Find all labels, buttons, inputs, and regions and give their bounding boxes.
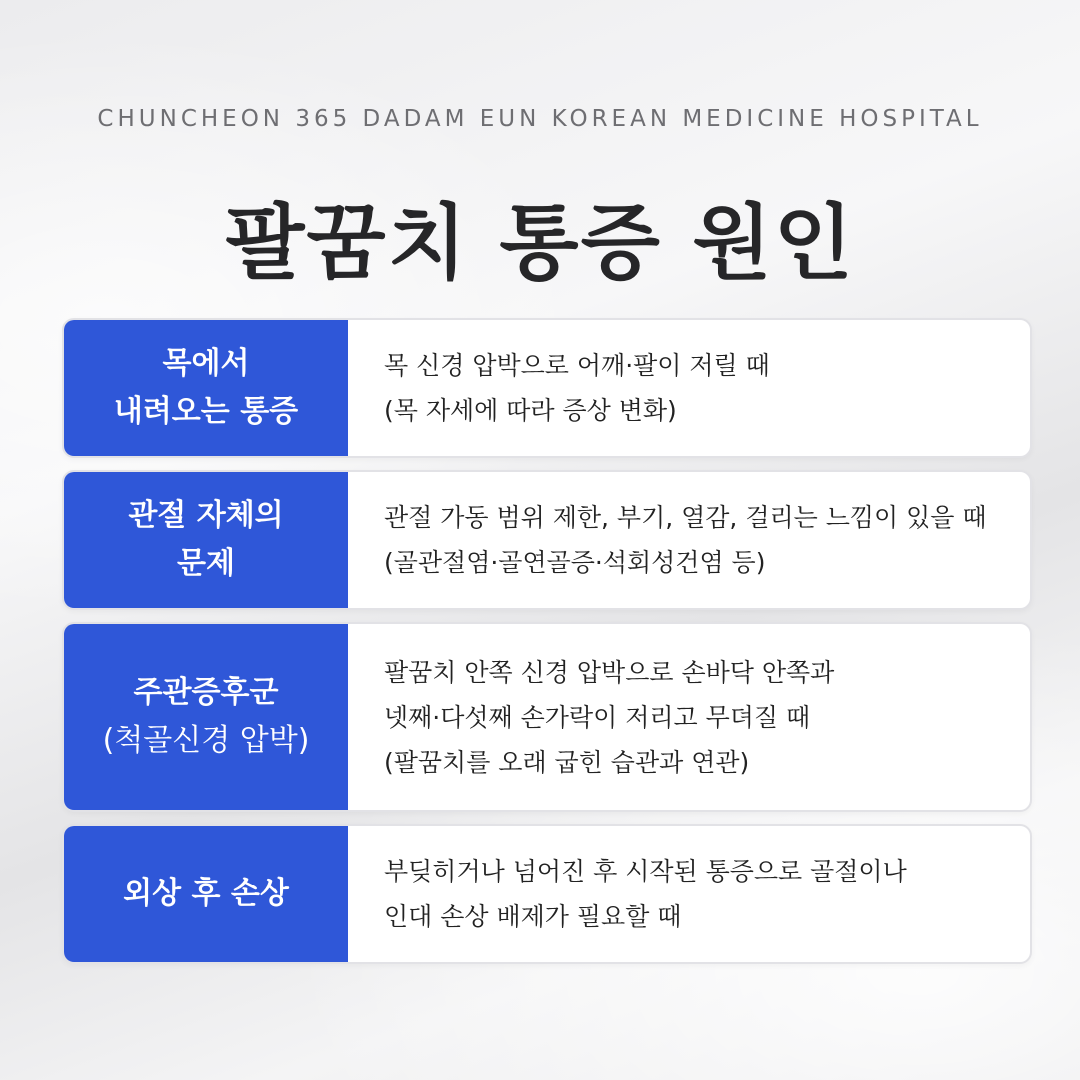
- cause-description: [348, 826, 1030, 962]
- cause-label-line: 문제: [177, 546, 235, 581]
- cause-description-line: 부딪히거나 넘어진 후 시작된 통증으로 골절이나: [384, 857, 907, 886]
- page-title: 팔꿈치 통증 원인: [225, 196, 855, 291]
- cause-row-trauma: [62, 824, 1032, 964]
- cause-label-line: 목에서: [162, 346, 250, 381]
- cause-description: [348, 624, 1030, 810]
- cause-description: [348, 472, 1030, 608]
- cause-row-neck: [62, 318, 1032, 458]
- cause-list: [62, 318, 1032, 976]
- cause-label-line: 관절 자체의: [128, 498, 284, 533]
- cause-row-joint: [62, 470, 1032, 610]
- cause-label-line: 외상 후 손상: [123, 876, 289, 911]
- cause-description: [348, 320, 1030, 456]
- cause-label: [64, 472, 348, 608]
- cause-description-line: 넷째·다섯째 손가락이 저리고 무뎌질 때: [384, 702, 811, 732]
- cause-label: [64, 320, 348, 456]
- cause-description-line: 인대 손상 배제가 필요할 때: [384, 902, 682, 931]
- hospital-name: CHUNCHEON 365 DADAM EUN KOREAN MEDICINE HOSPITAL: [97, 106, 983, 132]
- cause-label: [64, 624, 348, 810]
- cause-label-line: (척골신경 압박): [102, 723, 310, 758]
- cause-description-line: 팔꿈치 안쪽 신경 압박으로 손바닥 안쪽과: [384, 657, 835, 687]
- cause-label-line: 내려오는 통증: [113, 394, 299, 429]
- cause-description-line: 관절 가동 범위 제한, 부기, 열감, 걸리는 느낌이 있을 때: [384, 503, 987, 532]
- cause-description-line: (목 자세에 따라 증상 변화): [384, 396, 677, 425]
- cause-description-line: (팔꿈치를 오래 굽힌 습관과 연관): [384, 747, 750, 777]
- cause-description-line: (골관절염·골연골증·석회성건염 등): [384, 548, 766, 577]
- cause-description-line: 목 신경 압박으로 어깨·팔이 저릴 때: [384, 351, 770, 380]
- cause-row-cubital-tunnel: [62, 622, 1032, 812]
- cause-label: [64, 826, 348, 962]
- cause-label-line: 주관증후군: [133, 675, 279, 710]
